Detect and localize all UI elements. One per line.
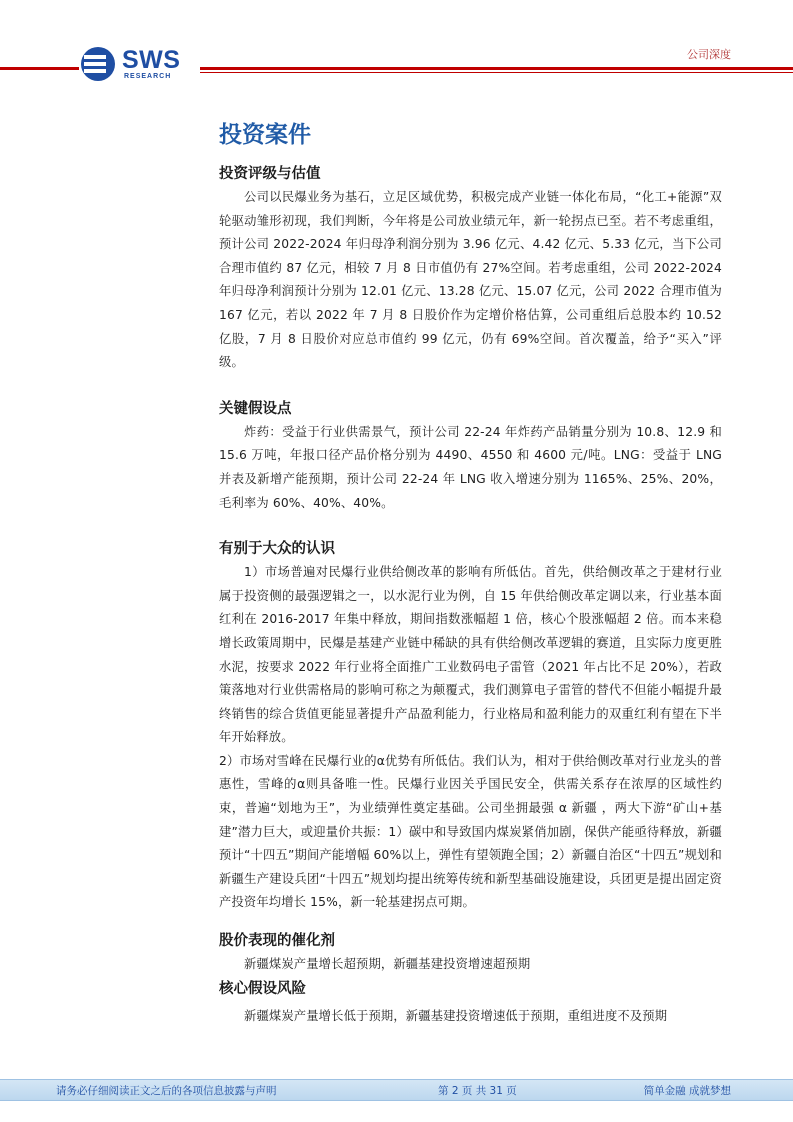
footer-disclaimer: 请务必仔细阅读正文之后的各项信息披露与声明	[56, 1085, 277, 1097]
section-title: 股价表现的催化剂	[219, 933, 335, 950]
section-rating-valuation	[219, 162, 722, 375]
section-key-assumptions	[219, 397, 722, 515]
section-paragraph: 新疆煤炭产量增长超预期，新疆基建投资增速超预期	[244, 957, 531, 972]
report-type-tag: 公司深度	[687, 48, 731, 61]
section-title: 关键假设点	[219, 400, 292, 417]
report-content	[219, 118, 722, 1028]
section-paragraph: 公司以民爆业务为基石，立足区域优势，积极完成产业链一体化布局，“化工+能源”双轮驱动雏形初现，我们判断，今年将是公司放业绩元年，新一轮拐点已至。若不考虑重组，预计公司 2022-2024 年归母净利润分别为 3.96 亿元、4.42 亿元、5.33 亿元，当下公司合理市值约 87 亿元，相较 7 月 8 日市值仍有 27%空间。若考虑重组，公司 2022-2024 年归母净利润预计分别为 12.01 亿元、13.28 亿元、15.07 亿元，公司 2022 合理市值为 167 亿元，若以 2022 年 7 月 8 日股价作为定增价格估算，公司重组后总股本约 10.52 亿股，7 月 8 日股价对应总市值约 99 亿元，仍有 69%空间。首次覆盖，给予“买入”评级。	[219, 190, 722, 370]
section-paragraph: 炸药：受益于行业供需景气，预计公司 22-24 年炸药产品销量分别为 10.8、12.9 和 15.6 万吨，年报口径产品价格分别为 4490、4550 和 4600 元/吨。LNG：受益于 LNG 并表及新增产能预期，预计公司 22-24 年 LNG 收入增速分别为 1165%、25%、20%，毛利率为 60%、40%、40%。	[219, 424, 722, 510]
section-paragraph: 新疆煤炭产量增长低于预期，新疆基建投资增速低于预期，重组进度不及预期	[244, 1008, 668, 1023]
header-rule-right-thin	[200, 72, 793, 73]
section-title: 有别于大众的认识	[219, 541, 335, 558]
header-rule-right	[200, 67, 793, 70]
section-title: 投资评级与估值	[219, 166, 321, 182]
brand-name: SWS	[122, 46, 181, 74]
header-rule-left	[0, 67, 79, 70]
section-paragraph: 2）市场对雪峰在民爆行业的α优势有所低估。我们认为，相对于供给侧改革对行业龙头的普惠性，雪峰的α则具备唯一性。民爆行业因关乎国民安全，供需关系存在浓厚的区域性约束，普遍“划地为王”，为业绩弹性奠定基础。公司坐拥最强 α 新疆 ，两大下游“矿山+基建”潜力巨大，或迎量价共振：1）碳中和导致国内煤炭紧俏加剧，保供产能亟待释放，新疆预计“十四五”期间产能增幅 60%以上，弹性有望领跑全国；2）新疆自治区“十四五”规划和新疆生产建设兵团“十四五”规划均提出统筹传统和新型基础设施建设，兵团更是提出固定资产投资年均增长 15%，新一轮基建拐点可期。	[219, 753, 722, 910]
sws-logo-icon	[80, 46, 118, 82]
section-differentiated-view	[219, 537, 722, 915]
brand-sub: RESEARCH	[124, 73, 172, 80]
sws-logo	[80, 46, 190, 82]
section-paragraph: 1）市场普遍对民爆行业供给侧改革的影响有所低估。首先，供给侧改革之于建材行业属于投资侧的最强逻辑之一，以水泥行业为例，自 15 年供给侧改革定调以来，行业基本面红利在 2016-2017 年集中释放，期间指数涨幅超 1 倍，核心个股涨幅超 2 倍。而本来稳增长政策周期中，民爆是基建产业链中稀缺的具有供给侧改革逻辑的赛道，且实际力度更胜水泥，按要求 2022 年行业将全面推广工业数码电子雷管（2021 年占比不足 20%），若政策落地对行业供需格局的影响可称之为颠覆式，我们测算电子雷管的替代不但能小幅提升最终销售的综合货值更能显著提升产品盈利能力，行业格局和盈利能力的双重红利有望在下半年开始释放。	[219, 565, 722, 745]
footer-slogan: 简单金融 成就梦想	[643, 1085, 731, 1097]
section-catalysts	[219, 929, 722, 977]
page-title: 投资案件	[219, 122, 311, 148]
section-risks	[219, 977, 722, 1029]
footer-bar	[0, 1079, 793, 1101]
page-number: 第 2 页 共 31 页	[438, 1085, 517, 1097]
section-title: 核心假设风险	[219, 980, 306, 997]
